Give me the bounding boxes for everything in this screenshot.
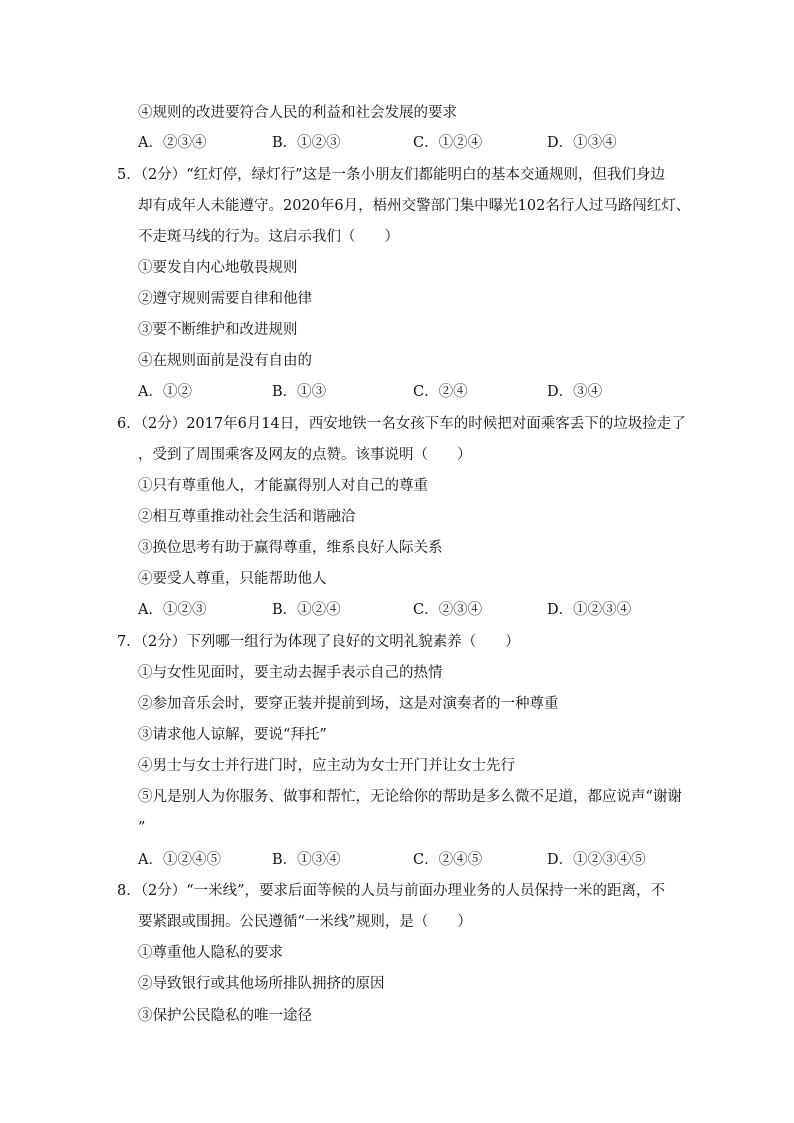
q7-statement-5: ⑤凡是别人为你服务、做事和帮忙，无论给你的帮助是多么微不足道，都应说声“谢谢 bbox=[138, 789, 682, 805]
q6-statement-3: ③换位思考有助于赢得尊重，维系良好人际关系 bbox=[138, 540, 443, 556]
q6-stem-line-1: 6．（2分）2017年6月14日，西安地铁一名女孩下车的时候把对面乘客丢下的垃圾捡走了 bbox=[117, 416, 686, 432]
q6-option-c: C．②③④ bbox=[413, 602, 483, 618]
q6-stem-line-2: ，受到了周围乘客及网友的点赞。该事说明（ ） bbox=[138, 447, 472, 463]
q7-option-d: D．①②③④⑤ bbox=[547, 852, 646, 868]
q7-statement-1: ①与女性见面时，要主动去握手表示自己的热情 bbox=[138, 665, 443, 681]
q5-stem-line-1: 5．（2分）“红灯停，绿灯行”这是一条小朋友们都能明白的基本交通规则，但我们身边 bbox=[117, 167, 666, 183]
q5-stem-line-2: 却有成年人未能遵守。2020年6月，梧州交警部门集中曝光102名行人过马路闯红灯、 bbox=[138, 198, 691, 214]
q7-statement-5-cont: ” bbox=[138, 820, 146, 836]
q5-statement-2: ②遵守规则需要自律和他律 bbox=[138, 291, 312, 307]
q4-option-d: D．①③④ bbox=[547, 135, 617, 151]
q8-statement-2: ②导致银行或其他场所排队拥挤的原因 bbox=[138, 976, 385, 992]
q7-option-a: A．①②④⑤ bbox=[138, 852, 221, 868]
q6-option-b: B．①②④ bbox=[272, 602, 341, 618]
q5-option-a: A．①② bbox=[138, 384, 192, 400]
q7-statement-4: ④男士与女士并行进门时，应主动为女士开门并让女士先行 bbox=[138, 758, 515, 774]
q7-stem-line-1: 7．（2分）下列哪一组行为体现了良好的文明礼貌素养（ ） bbox=[117, 634, 520, 650]
q6-statement-1: ①只有尊重他人，才能赢得别人对自己的尊重 bbox=[138, 478, 428, 494]
q7-option-c: C．②④⑤ bbox=[413, 852, 483, 868]
q5-statement-4: ④在规则面前是没有自由的 bbox=[138, 353, 312, 369]
q8-stem-line-2: 要紧跟或围拥。公民遵循“一米线”规则，是（ ） bbox=[138, 914, 472, 930]
q7-statement-3: ③请求他人谅解，要说“拜托” bbox=[138, 727, 327, 743]
q5-option-d: D．③④ bbox=[547, 384, 603, 400]
q5-statement-1: ①要发自内心地敬畏规则 bbox=[138, 260, 298, 276]
q5-option-b: B．①③ bbox=[272, 384, 327, 400]
q5-statement-3: ③要不断维护和改进规则 bbox=[138, 322, 298, 338]
q7-statement-2: ②参加音乐会时，要穿正装并提前到场，这是对演奏者的一种尊重 bbox=[138, 696, 559, 712]
q8-stem-line-1: 8．（2分）“一米线”，要求后面等候的人员与前面办理业务的人员保持一米的距离，不 bbox=[117, 883, 666, 899]
q5-stem-line-3: 不走斑马线的行为。这启示我们（ ） bbox=[138, 229, 399, 245]
q6-statement-2: ②相互尊重推动社会生活和谐融洽 bbox=[138, 509, 356, 525]
q6-option-a: A．①②③ bbox=[138, 602, 207, 618]
q6-option-d: D．①②③④ bbox=[547, 602, 632, 618]
q8-statement-3: ③保护公民隐私的唯一途径 bbox=[138, 1008, 312, 1024]
q4-option-c: C．①②④ bbox=[413, 135, 483, 151]
q8-statement-1: ①尊重他人隐私的要求 bbox=[138, 945, 283, 961]
q6-statement-4: ④要受人尊重，只能帮助他人 bbox=[138, 571, 327, 587]
q4-statement-4: ④规则的改进要符合人民的利益和社会发展的要求 bbox=[138, 105, 457, 121]
q5-option-c: C．②④ bbox=[413, 384, 468, 400]
q7-option-b: B．①③④ bbox=[272, 852, 341, 868]
q4-option-b: B．①②③ bbox=[272, 135, 341, 151]
q4-option-a: A．②③④ bbox=[138, 135, 207, 151]
